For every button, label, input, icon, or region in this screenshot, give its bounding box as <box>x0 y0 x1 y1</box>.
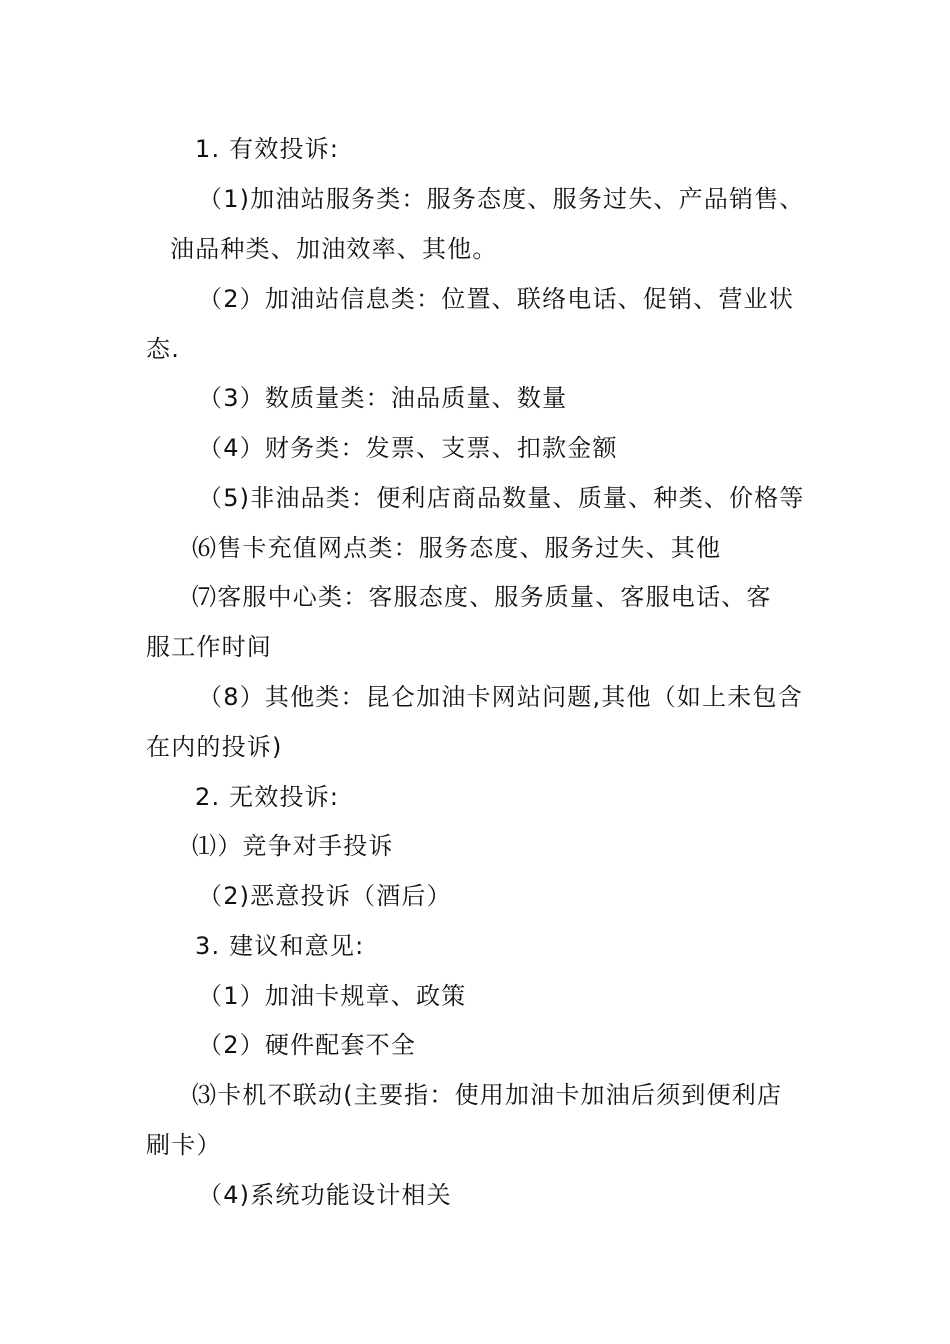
heading-invalid-complaints: 2. 无效投诉: <box>195 783 340 811</box>
list-item: （5)非油品类：便利店商品数量、质量、种类、价格等 <box>198 484 805 512</box>
heading-suggestions: 3. 建议和意见: <box>195 932 365 960</box>
list-item-continuation: 在内的投诉) <box>146 733 283 761</box>
list-item: ⑹售卡充值网点类：服务态度、服务过失、其他 <box>192 534 722 562</box>
list-item: （2)恶意投诉（酒后） <box>198 882 452 910</box>
list-item: （8）其他类：昆仑加油卡网站问题,其他（如上未包含 <box>198 683 803 711</box>
list-item-continuation: 刷卡） <box>146 1131 222 1159</box>
list-item: （2）硬件配套不全 <box>198 1031 417 1059</box>
list-item: （1）加油卡规章、政策 <box>198 982 467 1010</box>
list-item-continuation: 油品种类、加油效率、其他。 <box>170 235 498 263</box>
list-item-continuation: 态. <box>146 335 181 363</box>
list-item: ⑺客服中心类：客服态度、服务质量、客服电话、客 <box>192 583 772 611</box>
list-item: （1)加油站服务类：服务态度、服务过失、产品销售、 <box>198 185 805 213</box>
list-item: （4)系统功能设计相关 <box>198 1181 452 1209</box>
heading-valid-complaints: 1. 有效投诉: <box>195 135 340 163</box>
list-item-continuation: 服工作时间 <box>146 633 272 661</box>
list-item: ⑶卡机不联动(主要指：使用加油卡加油后须到便利店 <box>192 1081 783 1109</box>
list-item: （3）数质量类：油品质量、数量 <box>198 384 568 412</box>
list-item: ⑴）竞争对手投诉 <box>192 832 394 860</box>
list-item: （4）财务类：发票、支票、扣款金额 <box>198 434 618 462</box>
list-item: （2）加油站信息类：位置、联络电话、促销、营业状 <box>198 285 795 313</box>
